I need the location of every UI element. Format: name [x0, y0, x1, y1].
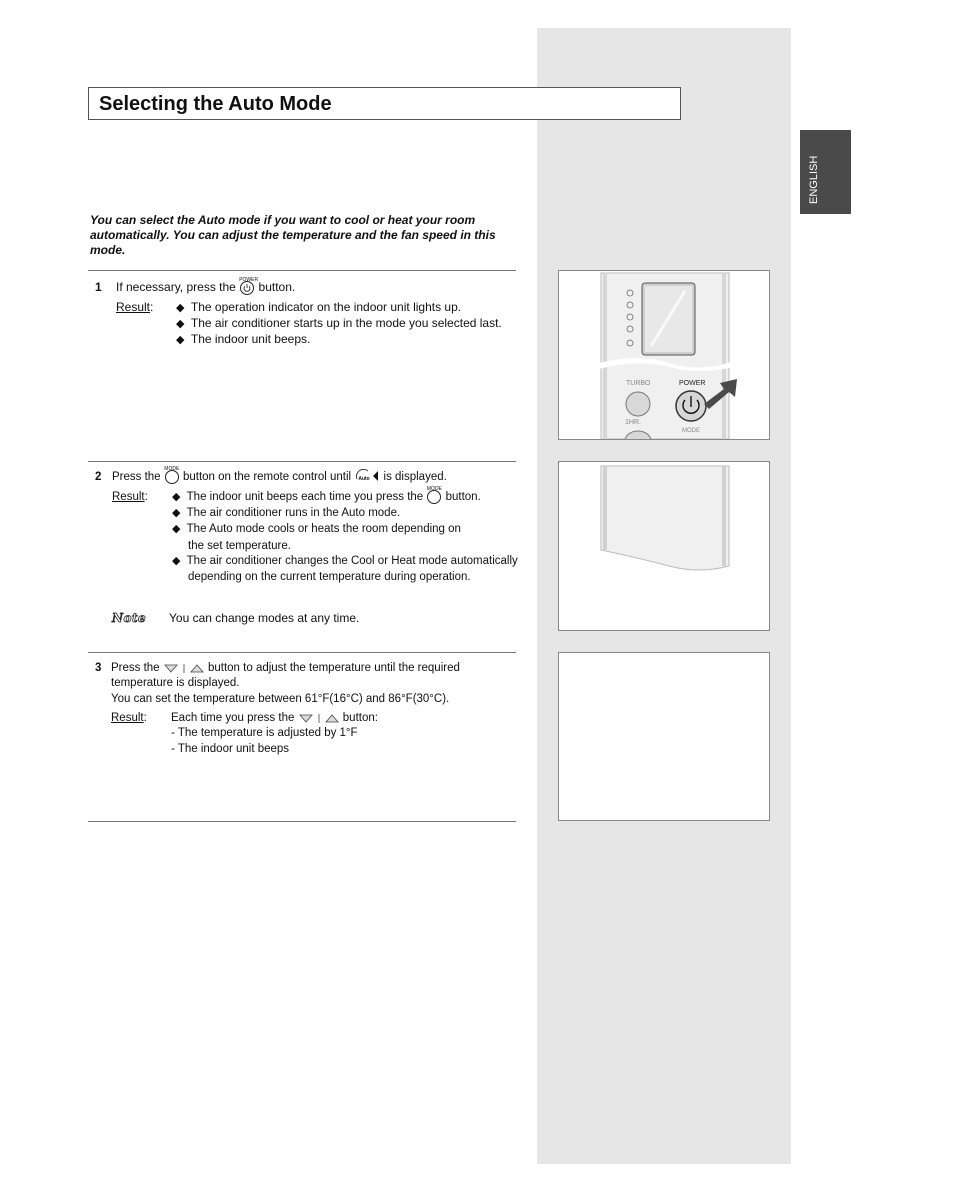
step2-divider	[88, 461, 516, 462]
step3-instruction: Press the button to adjust the temperature until the required	[111, 662, 460, 674]
step2-bullet-1: ◆ The indoor unit beeps each time you press the MODE button.	[172, 486, 481, 504]
mode-button-icon-small: MODE	[426, 490, 442, 504]
language-tab	[800, 130, 851, 214]
step2-bullet-2: ◆ The air conditioner runs in the Auto mode.	[172, 507, 401, 519]
temp-down-up-icon-small	[298, 712, 340, 724]
step1-bullet-2: ◆ The air conditioner starts up in the mode you selected last.	[176, 316, 502, 330]
title-box	[88, 87, 681, 120]
step3-item-2: - The indoor unit beeps	[171, 743, 290, 755]
step2-result-label: Result:	[112, 491, 148, 503]
step1-bullet-1: ◆ The operation indicator on the indoor unit lights up.	[176, 300, 462, 314]
step2-number: 2	[95, 471, 102, 483]
step2-bullet-3-cont: the set temperature.	[188, 540, 291, 552]
step3-line2: temperature is displayed.	[111, 677, 240, 689]
step1-result-label: Result:	[116, 300, 154, 314]
step2-bullet-4: ◆ The air conditioner changes the Cool or Heat mode automatically	[172, 555, 518, 567]
note-text: You can change modes at any time.	[169, 611, 360, 625]
step1-divider	[88, 270, 516, 271]
step3-divider	[88, 652, 516, 653]
step3-number: 3	[95, 662, 102, 674]
auto-mode-icon: Auto	[354, 470, 380, 484]
page-title: Selecting the Auto Mode	[99, 93, 332, 115]
step3-result-label: Result:	[111, 712, 147, 724]
step2-bullet-3: ◆ The Auto mode cools or heats the room depending on	[172, 523, 461, 535]
step3-illustration-frame	[558, 652, 770, 821]
language-tab-label: ENGLISH	[808, 155, 820, 204]
power-icon-label: POWER	[239, 276, 259, 283]
step3-result-text: Each time you press the button:	[171, 712, 378, 724]
power-button-icon	[239, 276, 259, 295]
step1-text-after: button.	[258, 280, 296, 294]
step1-bullet-3: ◆ The indoor unit beeps.	[176, 332, 311, 346]
turbo-label: TURBO	[626, 380, 651, 387]
note-label: Note	[112, 611, 147, 625]
mode-button-icon: MODE	[164, 470, 180, 484]
step1-instruction	[116, 276, 296, 295]
step1-text-before: If necessary, press the	[116, 280, 236, 294]
remote-mode-illustration	[558, 461, 770, 631]
remote-power-illustration	[558, 270, 770, 440]
step2-bullet-4-cont: depending on the current temperature during operation.	[188, 571, 471, 583]
power-label: POWER	[679, 380, 706, 387]
step1-number: 1	[95, 280, 102, 294]
intro-text: You can select the Auto mode if you want to cool or heat your room automatically. You can adjust the temperature and the fan speed in this mode.	[90, 213, 496, 257]
step3-item-1: - The temperature is adjusted by 1°F	[171, 727, 358, 739]
timer-label: 1HR.	[625, 419, 641, 426]
bottom-divider	[88, 821, 516, 822]
step2-instruction: Press the MODE button on the remote control until Auto is displayed.	[112, 466, 447, 484]
mode-label: MODE	[682, 428, 700, 434]
step3-line3: You can set the temperature between 61°F(16°C) and 86°F(30°C).	[111, 693, 450, 705]
temp-down-up-icon	[163, 662, 205, 674]
